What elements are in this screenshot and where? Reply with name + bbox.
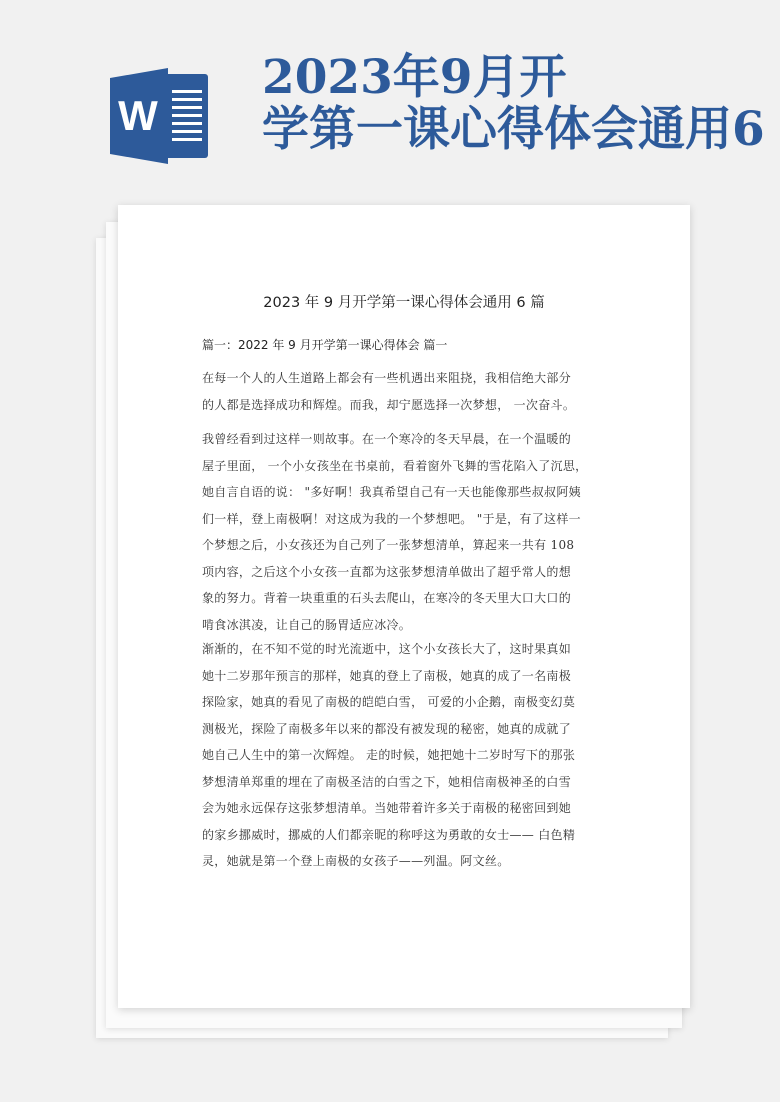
paragraph-line: 梦想清单郑重的埋在了南极圣洁的白雪之下，她相信南极神圣的白雪 <box>202 774 572 789</box>
word-document-icon <box>110 68 210 164</box>
paragraph-line: 的人都是选择成功和辉煌。而我，却宁愿选择一次梦想， 一次奋斗。 <box>202 397 576 412</box>
banner-title-line-2: 学第一课心得体会通用6 <box>262 102 765 157</box>
paragraph-1 <box>202 365 616 418</box>
paragraph-line: 测极光，探险了南极多年以来的都没有被发现的秘密，她真的成就了 <box>202 721 572 736</box>
paragraph-line: 啃食冰淇凌，让自己的肠胃适应冰冷。 <box>202 617 412 632</box>
svg-text:W: W <box>118 92 158 139</box>
paragraph-line: 渐渐的，在不知不觉的时光流逝中，这个小女孩长大了，这时果真如 <box>202 642 572 656</box>
section-heading: 篇一：2022 年 9 月开学第一课心得体会 篇一 <box>202 338 448 352</box>
paragraph-line: 项内容，之后这个小女孩一直都为这张梦想清单做出了超乎常人的想 <box>202 564 572 579</box>
paragraph-3 <box>202 636 616 875</box>
paragraph-line: 在每一个人的人生道路上都会有一些机遇出来阻挠，我相信绝大部分 <box>202 371 572 385</box>
paragraph-line: 会为她永远保存这张梦想清单。当她带着许多关于南极的秘密回到她 <box>202 801 572 815</box>
paragraph-line: 象的努力。背着一块重重的石头去爬山，在寒冷的冬天里大口大口的 <box>202 591 572 605</box>
paragraph-line: 她自己人生中的第一次辉煌。 走的时候，她把她十二岁时写下的那张 <box>202 748 576 762</box>
paragraph-line: 们一样，登上南极啊！对这成为我的一个梦想吧。 "于是，有了这样一 <box>202 511 581 526</box>
paragraph-2 <box>202 426 616 638</box>
paragraph-line: 她自言自语的说： "多好啊！我真希望自己有一天也能像那些叔叔阿姨 <box>202 485 581 499</box>
banner <box>0 0 780 200</box>
document-page <box>118 205 690 1008</box>
paragraph-line: 屋子里面， 一个小女孩坐在书桌前，看着窗外飞舞的雪花陷入了沉思， <box>202 458 588 473</box>
paragraph-line: 个梦想之后，小女孩还为自己列了一张梦想清单，算起来一共有 108 <box>202 538 575 552</box>
document-title: 2023 年 9 月开学第一课心得体会通用 6 篇 <box>263 295 545 311</box>
banner-title <box>262 52 780 156</box>
banner-title-line-1: 2023年9月开 <box>262 50 567 105</box>
paragraph-line: 我曾经看到过这样一则故事。在一个寒冷的冬天早晨，在一个温暖的 <box>202 432 572 446</box>
paragraph-line: 探险家，她真的看见了南极的皑皑白雪， 可爱的小企鹅，南极变幻莫 <box>202 695 576 709</box>
paragraph-line: 灵，她就是第一个登上南极的女孩子——列温。阿文丝。 <box>202 854 510 868</box>
paragraph-line: 的家乡挪威时，挪威的人们都亲昵的称呼这为勇敢的女士—— 白色精 <box>202 827 576 842</box>
paragraph-line: 她十二岁那年预言的那样，她真的登上了南极，她真的成了一名南极 <box>202 668 572 683</box>
